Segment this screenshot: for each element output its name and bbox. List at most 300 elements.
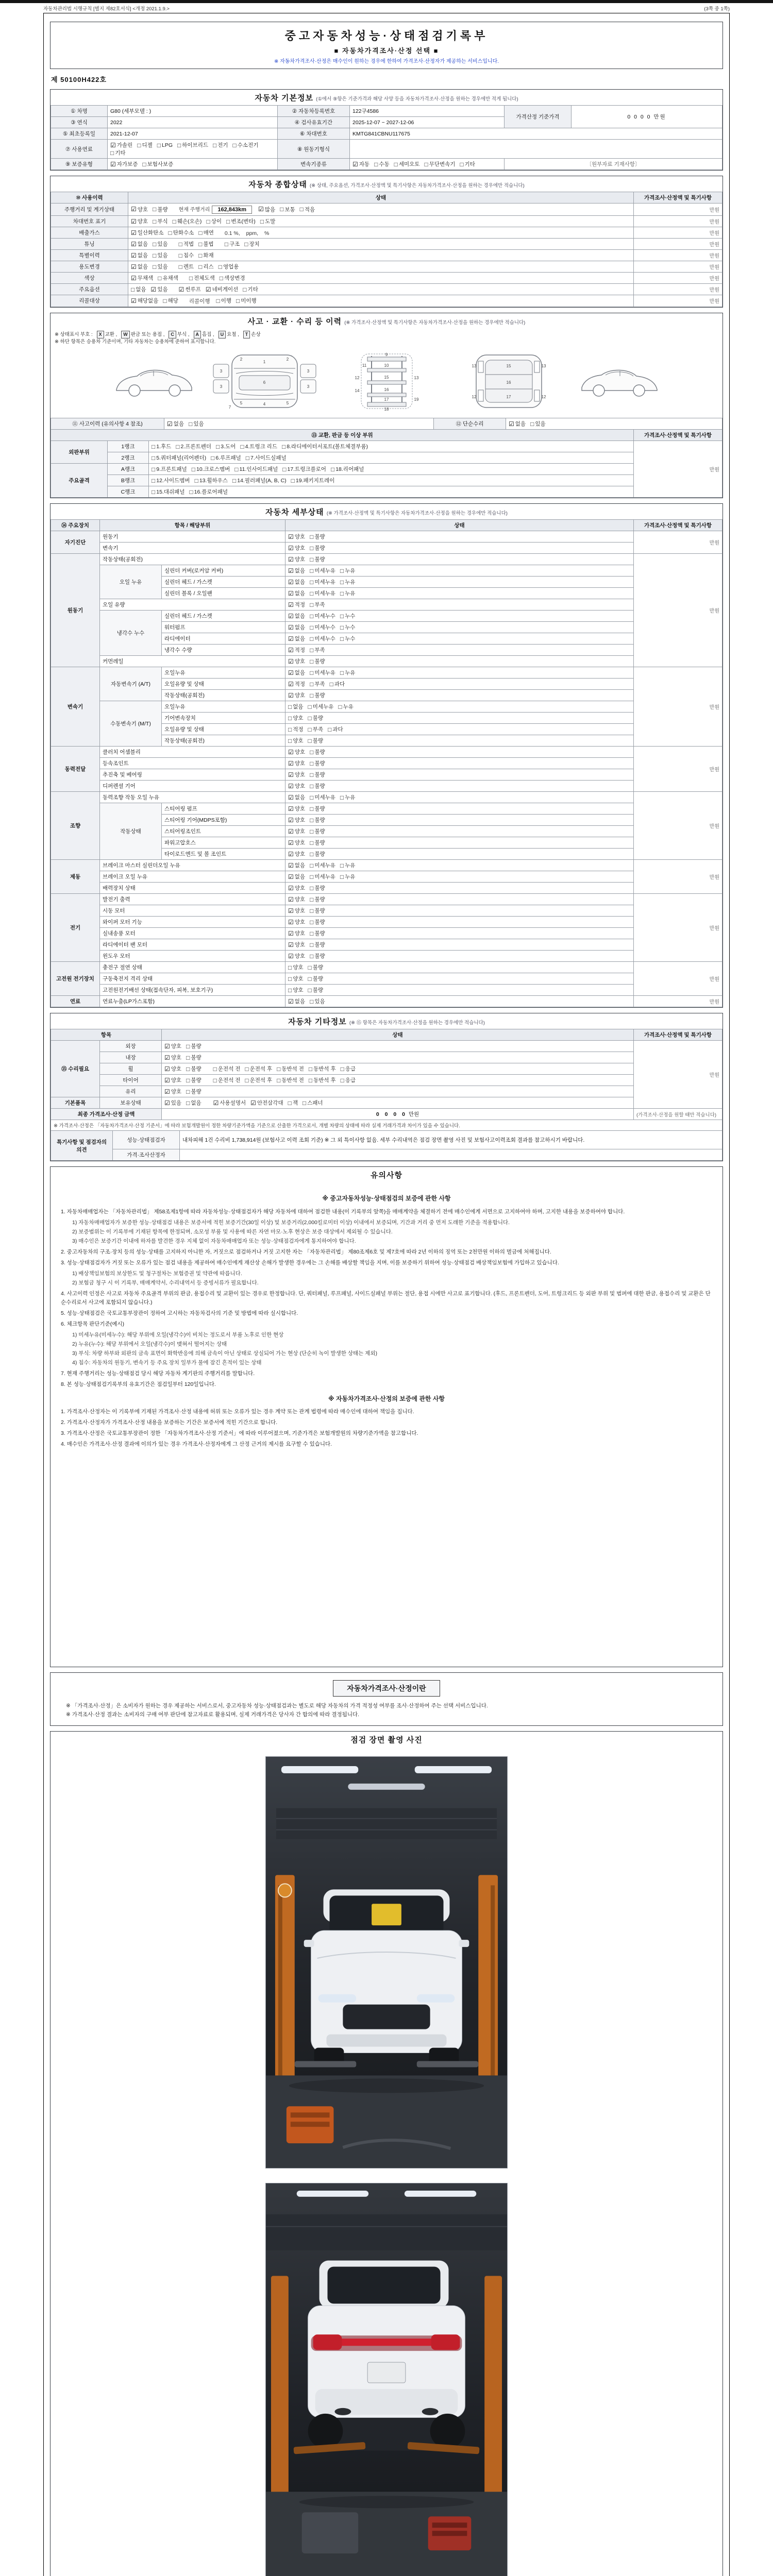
checkbox-option[interactable]: □ 부족 bbox=[308, 725, 324, 733]
device-item-state bbox=[285, 611, 634, 622]
checkbox-option[interactable]: □ 미세누수 bbox=[310, 635, 335, 642]
checkbox-option[interactable]: ☑ 양호 bbox=[288, 929, 306, 937]
checkbox-option[interactable]: ☑ 없음 bbox=[288, 861, 306, 869]
checkbox-option[interactable]: □ 있음 bbox=[153, 263, 168, 270]
checkbox-option[interactable]: □ 스패너 bbox=[303, 1099, 323, 1107]
exchange-parts-table bbox=[51, 429, 722, 498]
device-item-label: 타이로드엔드 및 볼 조인트 bbox=[162, 849, 285, 860]
detail-row bbox=[51, 758, 722, 769]
checkbox-option[interactable]: ☑ 양호 bbox=[131, 217, 148, 225]
device-item-state bbox=[285, 792, 634, 803]
device-item-state bbox=[285, 565, 634, 577]
checkbox-option[interactable]: ☑ 양호 bbox=[288, 850, 306, 858]
checkbox-option[interactable]: □ 불량 bbox=[310, 816, 325, 824]
accident-history-section bbox=[50, 313, 723, 499]
checkbox-option[interactable]: □ 응급 bbox=[340, 1065, 356, 1073]
checkbox-option[interactable]: □ 있음 bbox=[153, 240, 168, 248]
checkbox-option[interactable]: ☑ 양호 bbox=[288, 816, 306, 824]
checkbox-option[interactable]: ☑ 없음 bbox=[131, 263, 148, 270]
checkbox-option[interactable]: □ 양호 bbox=[288, 737, 304, 744]
field-value-inspection-valid: 2025-12-07 ~ 2027-12-06 bbox=[350, 117, 505, 128]
checkbox-option[interactable]: □ 화재 bbox=[198, 251, 214, 259]
checkbox-option[interactable]: □ 세미오토 bbox=[394, 160, 420, 168]
checkbox-option[interactable]: ☑ 양호 bbox=[288, 657, 306, 665]
checkbox-option[interactable]: □ 기타 bbox=[110, 149, 126, 157]
device-item-state bbox=[285, 871, 634, 883]
basic-items-group-label: 기본품목 bbox=[51, 1097, 100, 1109]
fuel-options bbox=[108, 140, 278, 159]
checkbox-option[interactable]: □ 미세누유 bbox=[310, 669, 335, 676]
checkbox-option[interactable]: □ 렌트 bbox=[178, 263, 194, 270]
checkbox-option[interactable]: □ 해당 bbox=[163, 297, 178, 304]
checkbox-option[interactable]: □ 수소전기 bbox=[232, 141, 259, 149]
checkbox-option[interactable]: □ 상이 bbox=[206, 217, 222, 225]
checkbox-option[interactable]: □ 동반석 후 bbox=[308, 1076, 336, 1084]
accident-history-label: ⑪ 사고이력 (유의사항 4 참조) bbox=[51, 418, 164, 430]
field-label-reg-no: ② 자동차등록번호 bbox=[278, 106, 350, 117]
device-group-price: 만원 bbox=[634, 962, 722, 996]
checkbox-option[interactable]: ☑ 일산화탄소 bbox=[131, 229, 164, 236]
checkbox-option[interactable]: ☑ 양호 bbox=[288, 952, 306, 960]
checkbox-option[interactable]: □ 불량 bbox=[186, 1065, 201, 1073]
checkbox-option[interactable]: □ 불량 bbox=[153, 206, 168, 213]
checkbox-option[interactable]: □ 불량 bbox=[310, 805, 325, 812]
checkbox-option[interactable]: □ 불량 bbox=[310, 907, 325, 914]
device-item-state bbox=[285, 679, 634, 690]
overall-item-label: 주요옵션 bbox=[51, 284, 128, 295]
checkbox-option[interactable]: □ 전체도색 bbox=[189, 274, 215, 282]
checkbox-option[interactable]: ☑ 없음 bbox=[288, 997, 306, 1005]
checkbox-option[interactable]: □ 수동 bbox=[374, 160, 390, 168]
device-item-label: 스티어링 기어(MDPS포함) bbox=[162, 815, 285, 826]
final-price-paren: (가격조사·산정을 원할 때만 적습니다) bbox=[634, 1109, 722, 1120]
checkbox-option[interactable]: □ 누수 bbox=[340, 623, 356, 631]
checkbox-option[interactable]: ☑ 자동 bbox=[352, 160, 370, 168]
field-label-engine-type: ⑧ 원동기형식 bbox=[278, 140, 350, 159]
checkbox-option[interactable]: ☑ 양호 bbox=[288, 827, 306, 835]
form-reference: 자동차관리법 시행규칙 [별지 제82호서식] <개정 2021.1.9.> bbox=[43, 6, 170, 12]
checkbox-option[interactable]: □ 불량 bbox=[308, 714, 324, 722]
detail-row bbox=[51, 928, 722, 939]
checkbox-option[interactable]: □ 있음 bbox=[153, 251, 168, 259]
checkbox-option[interactable]: □ 리스 bbox=[198, 263, 214, 270]
checkbox-option[interactable]: □ 유채색 bbox=[158, 274, 178, 282]
checkbox-option[interactable]: ☑ 양호 bbox=[288, 533, 306, 540]
checkbox-option[interactable]: □ 무단변속기 bbox=[424, 160, 456, 168]
checkbox-option[interactable]: ☑ 양호 bbox=[288, 941, 306, 948]
detail-col-device: ⑭ 주요장치 bbox=[51, 520, 100, 531]
checkbox-option[interactable]: □ 미이행 bbox=[236, 297, 257, 304]
checkbox-option[interactable]: □ 동반석 전 bbox=[277, 1065, 304, 1073]
device-item-state bbox=[285, 973, 634, 985]
exchange-parts-price: 만원 bbox=[634, 441, 722, 498]
checkbox-option[interactable]: ☑ 없음 bbox=[131, 251, 148, 259]
checkbox-option[interactable]: □ 양호 bbox=[288, 975, 304, 982]
checkbox-option[interactable]: □ 6.루프패널 bbox=[211, 454, 241, 462]
device-item-label: 와이퍼 모터 기능 bbox=[100, 917, 285, 928]
checkbox-option[interactable]: □ 없음 bbox=[186, 1099, 201, 1107]
notice-item: 2. 가격조사·산정자가 가격조사·산정 내용을 보증하는 기간은 보증서에 적힌 기간으로 합니다. bbox=[61, 1419, 278, 1426]
checkbox-option[interactable]: ☑ 없음 bbox=[288, 567, 306, 574]
checkbox-option[interactable]: □ 과다 bbox=[328, 725, 343, 733]
checkbox-option[interactable]: □ 미세누수 bbox=[310, 623, 335, 631]
checkbox-option[interactable]: □ 불량 bbox=[310, 782, 325, 790]
checkbox-option[interactable]: □ 기타 bbox=[460, 160, 475, 168]
checkbox-option[interactable]: □ 누유 bbox=[340, 873, 356, 880]
checkbox-option[interactable]: □ 불량 bbox=[310, 544, 325, 552]
checkbox-option[interactable]: □ 12.사이드멤버 bbox=[152, 477, 190, 484]
device-item-label: 시동 모터 bbox=[100, 905, 285, 917]
overall-item-state bbox=[128, 239, 634, 250]
checkbox-option[interactable]: ☑ 양호 bbox=[288, 555, 306, 563]
checkbox-option[interactable]: □ 없음 bbox=[288, 703, 304, 710]
checkbox-option[interactable]: □ 운전석 전 bbox=[213, 1065, 241, 1073]
device-item-label: 파워고압호스 bbox=[162, 837, 285, 849]
simple-repair-label: ⑫ 단순수리 bbox=[434, 418, 506, 430]
etc-col-price: 가격조사·산정액 및 특기사항 bbox=[634, 1029, 722, 1041]
checkbox-option[interactable]: □ 불량 bbox=[310, 918, 325, 926]
checkbox-option[interactable]: □ 양호 bbox=[288, 714, 304, 722]
checkbox-option[interactable]: ☑ 양호 bbox=[288, 805, 306, 812]
checkbox-option[interactable]: ☑ 양호 bbox=[288, 884, 306, 892]
checkbox-option[interactable]: □ 있음 bbox=[310, 997, 325, 1005]
checkbox-option[interactable]: □ 불량 bbox=[186, 1076, 201, 1084]
checkbox-option[interactable]: □ 11.인사이드패널 bbox=[234, 465, 278, 473]
checkbox-option[interactable]: □ 양호 bbox=[288, 963, 304, 971]
checkbox-option[interactable]: □ 5.쿼터패널(리어펜더) bbox=[152, 454, 207, 462]
device-group-price: 만원 bbox=[634, 860, 722, 894]
checkbox-option[interactable]: ☑ 무채색 bbox=[131, 274, 154, 282]
checkbox-option[interactable]: ☑ 양호 bbox=[288, 748, 306, 756]
device-item-label: 작동상태(공회전) bbox=[162, 690, 285, 701]
checkbox-option[interactable]: □ 누유 bbox=[338, 703, 354, 710]
checkbox-option[interactable]: ☑ 없음 bbox=[288, 589, 306, 597]
etc-title bbox=[51, 1013, 722, 1029]
checkbox-option[interactable]: □ 이행 bbox=[216, 297, 232, 304]
state-code-legend: ※ 상태표시 부호 : X 교환 , W 판금 또는 용접 , C 부식 , A 흠집 , U 요철 , T 손상 ※ 하단 항목은 승용차 기준이며, 기타 자동차는 승용차에 준하여 표시합니다. bbox=[55, 331, 261, 345]
checkbox-option[interactable]: □ 부족 bbox=[310, 646, 325, 654]
checkbox-option[interactable]: □ 불량 bbox=[310, 759, 325, 767]
checkbox-option[interactable]: ☑ 네비게이션 bbox=[205, 285, 239, 293]
checkbox-option[interactable]: ☑ 사용설명서 bbox=[213, 1099, 246, 1107]
etc-col-item: 항목 bbox=[51, 1029, 162, 1041]
remarks-inspector-label: 성능·상태점검자 bbox=[113, 1131, 180, 1149]
checkbox-option[interactable]: □ 1.후드 bbox=[152, 443, 172, 450]
checkbox-option[interactable]: □ 운전석 후 bbox=[245, 1065, 273, 1073]
checkbox-option[interactable]: ☑ 적정 bbox=[288, 646, 306, 654]
device-group-label: 자기진단 bbox=[51, 531, 100, 554]
checkbox-option[interactable]: ☑ 있음 bbox=[164, 1099, 182, 1107]
detail-col-state: 상태 bbox=[285, 520, 634, 531]
checkbox-option[interactable]: □ 변조(변타) bbox=[226, 217, 256, 225]
checkbox-option[interactable]: □ 불량 bbox=[310, 850, 325, 858]
final-price-label: 최종 가격조사·산정 금액 bbox=[51, 1109, 162, 1120]
checkbox-option[interactable]: □ 적정 bbox=[288, 725, 304, 733]
price-option-subtitle: ■ 자동차가격조사·산정 선택 ■ bbox=[334, 47, 439, 55]
device-item-state bbox=[285, 894, 634, 905]
rankB-label: B랭크 bbox=[108, 475, 149, 486]
checkbox-option[interactable]: □ 불량 bbox=[308, 963, 324, 971]
checkbox-option[interactable]: ☑ 없음 bbox=[131, 240, 148, 248]
svg-text:18: 18 bbox=[384, 407, 389, 412]
svg-text:13: 13 bbox=[414, 376, 418, 381]
checkbox-option[interactable]: □ 부족 bbox=[310, 680, 325, 688]
device-item-state bbox=[285, 554, 634, 565]
device-item-state bbox=[285, 622, 634, 633]
checkbox-option[interactable]: □ 미세누유 bbox=[310, 793, 335, 801]
checkbox-option[interactable]: ☑ 안전삼각대 bbox=[250, 1099, 283, 1107]
section-title-text: 자동차 종합상태 bbox=[248, 180, 307, 189]
overall-item-label: 튜닝 bbox=[51, 239, 128, 250]
checkbox-option[interactable]: □ 불량 bbox=[310, 748, 325, 756]
device-item-state bbox=[285, 996, 634, 1007]
checkbox-option[interactable]: □ 불량 bbox=[186, 1042, 201, 1050]
accident-title bbox=[51, 313, 722, 329]
final-price-table bbox=[51, 1108, 722, 1131]
checkbox-option[interactable]: □ 미세누수 bbox=[310, 612, 335, 620]
overall-row bbox=[51, 295, 722, 307]
overall-row bbox=[51, 250, 722, 261]
device-item-state bbox=[285, 713, 634, 724]
checkbox-option[interactable]: ☑ 적정 bbox=[288, 680, 306, 688]
section-title-note: (※ 가격조사·산정액 및 특기사항은 자동차가격조사·산정을 원하는 경우에만 적습니다) bbox=[344, 319, 526, 326]
checkbox-option[interactable]: □ 잭 bbox=[288, 1099, 298, 1107]
checkbox-option[interactable]: □ 불법 bbox=[198, 240, 214, 248]
rankA-parts bbox=[149, 464, 634, 475]
checkbox-option[interactable]: □ 미세누유 bbox=[310, 567, 335, 574]
checkbox-option[interactable]: □ 15.대쉬패널 bbox=[152, 488, 185, 496]
checkbox-option[interactable]: □ 불량 bbox=[310, 952, 325, 960]
checkbox-option[interactable]: □ 불량 bbox=[308, 737, 324, 744]
checkbox-option[interactable]: □ 디젤 bbox=[137, 141, 153, 149]
checkbox-option[interactable]: ☑ 양호 bbox=[164, 1088, 182, 1095]
overall-item-label: 색상 bbox=[51, 273, 128, 284]
checkbox-option[interactable]: □ LPG bbox=[157, 141, 173, 149]
checkbox-option[interactable]: □ 누유 bbox=[340, 578, 356, 586]
checkbox-option[interactable]: ☑ 양호 bbox=[164, 1054, 182, 1061]
overall-item-label: 주행거리 및 계기상태 bbox=[51, 204, 128, 216]
checkbox-option[interactable]: ☑ 가솔린 bbox=[110, 141, 133, 149]
checkbox-option[interactable]: □ 미세누유 bbox=[310, 589, 335, 597]
checkbox-option[interactable]: □ 보험사보증 bbox=[142, 160, 174, 168]
checkbox-option[interactable]: ☑ 없음 bbox=[288, 793, 306, 801]
checkbox-option[interactable]: □ 동반석 전 bbox=[277, 1076, 304, 1084]
checkbox-option[interactable]: □ 적음 bbox=[299, 206, 315, 213]
checkbox-option[interactable]: □ 불량 bbox=[310, 839, 325, 846]
checkbox-option[interactable]: □ 장치 bbox=[244, 240, 260, 248]
checkbox-option[interactable]: ☑ 양호 bbox=[288, 918, 306, 926]
checkbox-option[interactable]: □ 불량 bbox=[308, 986, 324, 994]
checkbox-option[interactable]: □ 있음 bbox=[189, 420, 204, 428]
checkbox-option[interactable]: □ 불량 bbox=[310, 691, 325, 699]
device-item-state bbox=[285, 656, 634, 667]
device-item-state bbox=[285, 860, 634, 871]
checkbox-option[interactable]: □ 훼손(오손) bbox=[172, 217, 202, 225]
checkbox-option[interactable]: □ 과다 bbox=[329, 680, 345, 688]
checkbox-option[interactable]: □ 기타 bbox=[243, 285, 258, 293]
record-source-note: 〔원부자료 기재사항〕 bbox=[505, 159, 722, 170]
checkbox-option[interactable]: ☑ 없음 bbox=[288, 623, 306, 631]
checkbox-option[interactable]: □ 미세누유 bbox=[310, 873, 335, 880]
checkbox-option[interactable]: □ 불량 bbox=[310, 895, 325, 903]
checkbox-option[interactable]: □ 매연 bbox=[198, 229, 214, 236]
checkbox-option[interactable]: ☑ 없음 bbox=[288, 635, 306, 642]
device-item-state bbox=[285, 905, 634, 917]
checkbox-option[interactable]: □ 10.크로스멤버 bbox=[191, 465, 230, 473]
device-group-label: 변속기 bbox=[51, 667, 100, 747]
checkbox-option[interactable]: □ 침수 bbox=[178, 251, 194, 259]
notice-title: 유의사항 bbox=[371, 1171, 402, 1180]
checkbox-option[interactable]: □ 미세누유 bbox=[310, 578, 335, 586]
checkbox-option[interactable]: □ 17.트렁크플로어 bbox=[282, 465, 326, 473]
checkbox-option[interactable]: □ 누유 bbox=[340, 793, 356, 801]
checkbox-option[interactable]: ☑ 양호 bbox=[288, 691, 306, 699]
checkbox-option[interactable]: ☑ 많음 bbox=[258, 206, 276, 213]
checkbox-option[interactable]: □ 미세누유 bbox=[308, 703, 334, 710]
checkbox-option[interactable]: □ 불량 bbox=[310, 533, 325, 540]
checkbox-option[interactable]: □ 누수 bbox=[340, 612, 356, 620]
overall-item-state: ☑ 일산화탄소 □ 탄화수소 □ 매연 0.1 %, ppm, % bbox=[128, 227, 634, 239]
checkbox-option[interactable]: □ 불량 bbox=[308, 975, 324, 982]
checkbox-option[interactable]: ☑ 양호 bbox=[288, 839, 306, 846]
checkbox-option[interactable]: □ 19.패키지트레이 bbox=[291, 477, 335, 484]
checkbox-option[interactable]: □ 부식 bbox=[153, 217, 168, 225]
field-value-engine-type bbox=[350, 140, 722, 159]
checkbox-option[interactable]: ☑ 없음 bbox=[509, 420, 526, 428]
overall-item-price: 만원 bbox=[634, 216, 722, 227]
checkbox-option[interactable]: □ 불량 bbox=[310, 657, 325, 665]
device-item-state bbox=[285, 758, 634, 769]
device-item-label: 스티어링조인트 bbox=[162, 826, 285, 837]
checkbox-option[interactable]: □ 부족 bbox=[310, 601, 325, 608]
detail-row bbox=[51, 792, 722, 803]
state-code: T 손상 bbox=[239, 332, 261, 337]
checkbox-option[interactable]: ☑ 없음 bbox=[288, 669, 306, 676]
checkbox-option[interactable]: ☑ 양호 bbox=[288, 771, 306, 778]
checkbox-option[interactable]: □ 동반석 후 bbox=[308, 1065, 336, 1073]
basic-info-section bbox=[50, 89, 723, 171]
device-sub-label: 작동상태 bbox=[100, 803, 162, 860]
field-label-first-reg: ⑤ 최초등록일 bbox=[51, 128, 108, 140]
checkbox-option[interactable]: □ 있음 bbox=[530, 420, 546, 428]
checkbox-option[interactable]: □ 불량 bbox=[186, 1054, 201, 1061]
device-item-state bbox=[285, 939, 634, 951]
checkbox-option[interactable]: □ 3.도어 bbox=[216, 443, 236, 450]
checkbox-option[interactable]: □ 양호 bbox=[288, 986, 304, 994]
device-item-label: 라디에이터 bbox=[162, 633, 285, 645]
accident-history-table bbox=[51, 418, 722, 430]
device-group-label: 전기 bbox=[51, 894, 100, 962]
checkbox-option[interactable]: ☑ 양호 bbox=[288, 782, 306, 790]
checkbox-option[interactable]: □ 불량 bbox=[310, 771, 325, 778]
etc-col-state: 상태 bbox=[162, 1029, 634, 1041]
checkbox-option[interactable]: □ 14.필러패널(A, B, C) bbox=[232, 477, 287, 484]
device-item-label: 냉각수 수량 bbox=[162, 645, 285, 656]
svg-text:11: 11 bbox=[362, 363, 366, 368]
checkbox-option[interactable]: □ 탄화수소 bbox=[168, 229, 194, 236]
checkbox-option[interactable]: ☑ 양호 bbox=[288, 544, 306, 552]
device-item-state bbox=[285, 826, 634, 837]
checkbox-option[interactable]: □ 9.프론트패널 bbox=[152, 465, 187, 473]
checkbox-option[interactable]: □ 응급 bbox=[340, 1076, 356, 1084]
checkbox-option[interactable]: ☑ 적정 bbox=[288, 601, 306, 608]
section-title-text: 자동차 세부상태 bbox=[265, 508, 324, 517]
checkbox-option[interactable]: □ 8.라디에이터서포트(볼트체결부품) bbox=[281, 443, 368, 450]
checkbox-option[interactable]: □ 2.프론트펜더 bbox=[176, 443, 212, 450]
checkbox-option[interactable]: ☑ 썬루프 bbox=[178, 285, 201, 293]
checkbox-option[interactable]: □ 불량 bbox=[310, 827, 325, 835]
checkbox-option[interactable]: □ 불량 bbox=[310, 884, 325, 892]
checkbox-option[interactable]: ☑ 양호 bbox=[164, 1065, 182, 1073]
checkbox-option[interactable]: ☑ 없음 bbox=[288, 578, 306, 586]
checkbox-option[interactable]: □ 미세누유 bbox=[310, 861, 335, 869]
svg-text:12: 12 bbox=[472, 395, 476, 400]
checkbox-option[interactable]: □ 보통 bbox=[280, 206, 295, 213]
checkbox-option[interactable]: □ 불량 bbox=[186, 1088, 201, 1095]
top-border-bar bbox=[0, 0, 773, 3]
field-label-car-name: ① 차명 bbox=[51, 106, 108, 117]
checkbox-option[interactable]: ☑ 해당없음 bbox=[131, 297, 159, 304]
checkbox-option[interactable]: □ 13.휠하우스 bbox=[194, 477, 228, 484]
checkbox-option[interactable]: ☑ 양호 bbox=[164, 1076, 182, 1084]
rank2-parts bbox=[149, 452, 634, 464]
device-item-label: 실린더 블록 / 오일팬 bbox=[162, 588, 285, 599]
checkbox-option[interactable]: ☑ 없음 bbox=[288, 612, 306, 620]
checkbox-option[interactable]: □ 없음 bbox=[131, 285, 146, 293]
checkbox-option[interactable]: □ 운전석 전 bbox=[213, 1076, 241, 1084]
checkbox-option[interactable]: □ 누유 bbox=[340, 861, 356, 869]
checkbox-option[interactable]: □ 7.사이드실패널 bbox=[245, 454, 287, 462]
field-label-transmission: 변속기종류 bbox=[278, 159, 350, 170]
checkbox-option[interactable]: □ 하이브리드 bbox=[177, 141, 208, 149]
svg-text:9: 9 bbox=[385, 352, 388, 358]
notice-heading: ※ 중고자동차성능·상태점검의 보증에 관한 사항 bbox=[322, 1195, 451, 1202]
checkbox-option[interactable]: □ 누수 bbox=[340, 635, 356, 642]
checkbox-option[interactable]: □ 색상변경 bbox=[219, 274, 245, 282]
checkbox-option[interactable]: □ 불량 bbox=[310, 941, 325, 948]
detail-row bbox=[51, 769, 722, 781]
checkbox-option[interactable]: □ 도말 bbox=[260, 217, 276, 225]
checkbox-option[interactable]: □ 누유 bbox=[340, 669, 356, 676]
checkbox-option[interactable]: ☑ 양호 bbox=[288, 759, 306, 767]
checkbox-option[interactable]: □ 18.리어패널 bbox=[330, 465, 364, 473]
detail-row bbox=[51, 803, 722, 815]
checkbox-option[interactable]: ☑ 없음 bbox=[288, 873, 306, 880]
checkbox-option[interactable]: □ 영업용 bbox=[218, 263, 239, 270]
checkbox-option[interactable]: □ 운전석 후 bbox=[245, 1076, 273, 1084]
checkbox-option[interactable]: □ 불량 bbox=[310, 929, 325, 937]
checkbox-option[interactable]: □ 누유 bbox=[340, 589, 356, 597]
device-item-state bbox=[285, 769, 634, 781]
checkbox-option[interactable]: □ 4.트렁크 리드 bbox=[240, 443, 277, 450]
checkbox-option[interactable]: □ 적법 bbox=[178, 240, 194, 248]
checkbox-option[interactable]: ☑ 양호 bbox=[131, 206, 148, 213]
checkbox-option[interactable]: ☑ 있음 bbox=[150, 285, 168, 293]
checkbox-option[interactable]: ☑ 자가보증 bbox=[110, 160, 138, 168]
checkbox-option[interactable]: □ 16.플로어패널 bbox=[189, 488, 228, 496]
checkbox-option[interactable]: ☑ 양호 bbox=[288, 907, 306, 914]
notice-sub-item: 2) 보험금 청구 시 이 기록부, 매매계약서, 수리내역서 등 증빙서류가 필요합니다. bbox=[72, 1279, 259, 1286]
checkbox-option[interactable]: ☑ 없음 bbox=[167, 420, 184, 428]
device-item-label: 충전구 절연 상태 bbox=[100, 962, 285, 973]
checkbox-option[interactable]: □ 구조 bbox=[224, 240, 240, 248]
checkbox-option[interactable]: ☑ 양호 bbox=[164, 1042, 182, 1050]
checkbox-option[interactable]: □ 전기 bbox=[212, 141, 228, 149]
device-item-state bbox=[285, 724, 634, 735]
checkbox-option[interactable]: ☑ 양호 bbox=[288, 895, 306, 903]
checkbox-option[interactable]: □ 불량 bbox=[310, 555, 325, 563]
checkbox-option[interactable]: □ 누유 bbox=[340, 567, 356, 574]
